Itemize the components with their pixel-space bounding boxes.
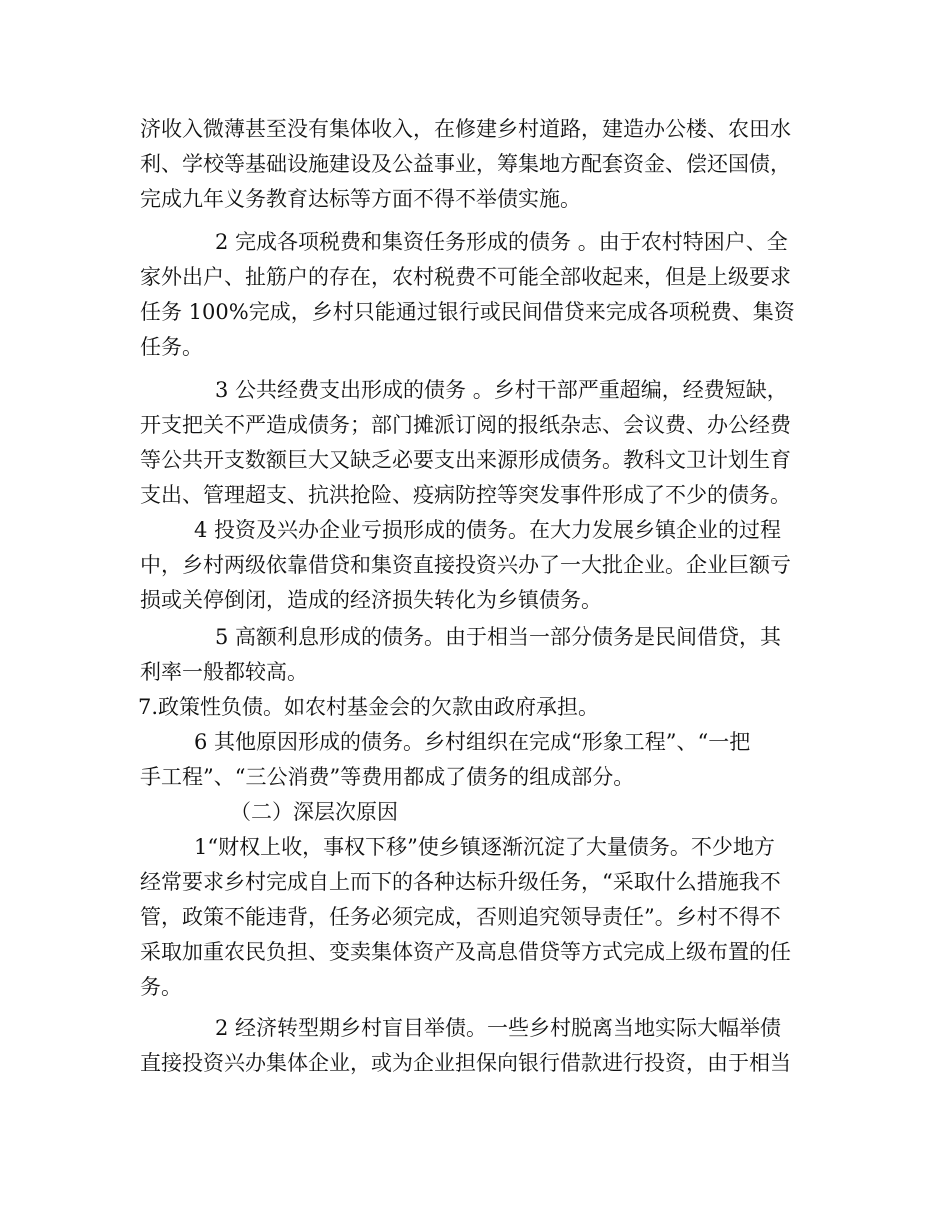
text-line: 手工程”、“三公消费”等费用都成了债务的组成部分。: [140, 765, 635, 789]
text-line: 经常要求乡村完成自上而下的各种达标升级任务，“采取什么措施我不: [140, 870, 781, 894]
text-line: 任务。: [140, 335, 203, 359]
text-line: 1“财权上收，事权下移”使乡镇逐渐沉淀了大量债务。不少地方: [194, 835, 775, 859]
text-line: 3 公共经费支出形成的债务 。乡村干部严重超编，经费短缺，: [215, 378, 788, 402]
text-line: 利、学校等基础设施建设及公益事业，筹集地方配套资金、偿还国债，: [140, 152, 791, 176]
text-line: 中，乡村两级依靠借贷和集资直接投资兴办了一大批企业。企业巨额亏: [140, 553, 791, 577]
text-line: 济收入微薄甚至没有集体收入，在修建乡村道路，建造办公楼、农田水: [140, 117, 791, 141]
text-line: 4 投资及兴办企业亏损形成的债务。在大力发展乡镇企业的过程: [194, 518, 782, 542]
text-line: 5 高额利息形成的债务。由于相当一部分债务是民间借贷，其: [215, 625, 782, 649]
text-line: 开支把关不严造成债务；部门摊派订阅的报纸杂志、会议费、办公经费: [140, 413, 791, 437]
text-line: 采取加重农民负担、变卖集体资产及高息借贷等方式完成上级布置的任: [140, 940, 791, 964]
text-line: 完成九年义务教育达标等方面不得不举债实施。: [140, 187, 581, 211]
text-line: 2 经济转型期乡村盲目举债。一些乡村脱离当地实际大幅举债: [215, 1016, 782, 1040]
text-line: 管，政策不能违背，任务必须完成，否则追究领导责任”。乡村不得不: [140, 905, 781, 929]
text-line: 损或关停倒闭，造成的经济损失转化为乡镇债务。: [140, 588, 602, 612]
text-line: 2 完成各项税费和集资任务形成的债务 。由于农村特困户、全: [215, 230, 788, 254]
text-line: 任务 100%完成，乡村只能通过银行或民间借贷来完成各项税费、集资: [140, 300, 795, 324]
text-line: 等公共开支数额巨大又缺乏必要支出来源形成债务。教科文卫计划生育: [140, 448, 791, 472]
text-line: 家外出户、扯筋户的存在，农村税费不可能全部收起来，但是上级要求: [140, 265, 791, 289]
text-line: 务。: [140, 975, 182, 999]
text-line: 支出、管理超支、抗洪抢险、疫病防控等突发事件形成了不少的债务。: [140, 483, 791, 507]
text-line: 7.政策性负债。如农村基金会的欠款由政府承担。: [138, 695, 600, 719]
text-line: 6 其他原因形成的债务。乡村组织在完成“形象工程”、“一把: [194, 730, 751, 754]
section-heading: （二）深层次原因: [230, 800, 398, 824]
text-line: 利率一般都较高。: [140, 660, 308, 684]
text-line: 直接投资兴办集体企业，或为企业担保向银行借款进行投资，由于相当: [140, 1051, 791, 1075]
